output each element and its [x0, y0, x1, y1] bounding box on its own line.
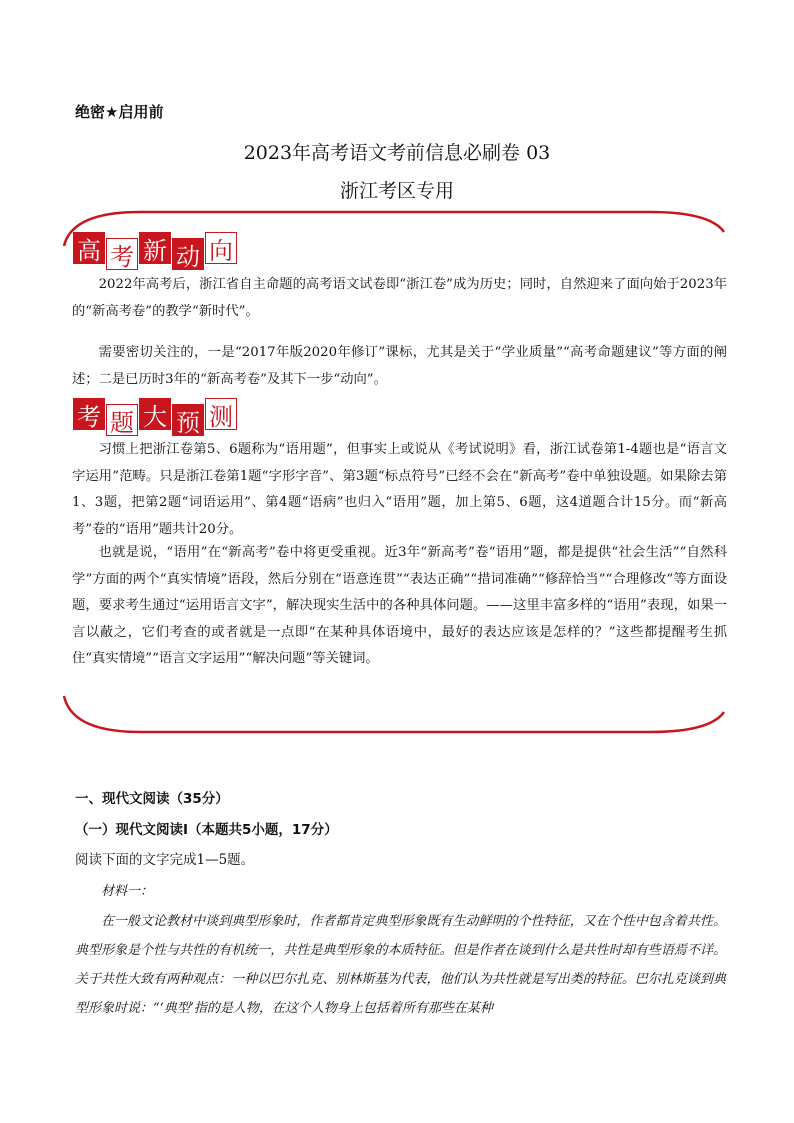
banner-char: 高 — [73, 232, 105, 264]
reading-instruction: 阅读下面的文字完成1—5题。 — [75, 852, 255, 868]
page-subtitle: 浙江考区专用 — [339, 180, 454, 202]
banner-char: 题 — [106, 404, 138, 436]
banner-char: 向 — [205, 232, 237, 264]
prediction-paragraph: 习惯上把浙江卷第5、6题称为“语用题”，但事实上或说从《考试说明》看，浙江试卷第1-4题也是“语言文字运用”范畴。只是浙江卷第1题“字形字音”、第3题“标点符号”已经不会在“新高考”卷中单独设题。如果除去第1、3题，把第2题“词语运用”、第4题“语病”也归入“语用”题，加上第5、6题，这4道题合计15分。而“新高考”卷的“语用”题共计20分。 — [72, 442, 727, 537]
prediction-paragraph: 也就是说，“语用”在“新高考”卷中将更受重视。近3年“新高考”卷“语用”题，都是提供“社会生活”“自然科学”方面的两个“真实情境”语段，然后分别在“语意连贯”“表达正确”“措词准确”“修辞恰当”“合理修改”等方面设题，要求考生通过“运用语言文字”，解决现实生活中的各种具体问题。——这里丰富多样的“语用”表现，如果一言以蔽之，它们考查的或者就是一点即“在某种具体语境中，最好的表达应该是怎样的？”这些都提醒考生抓住“真实情境”“语言文字运用”“解决问题”等关键词。 — [72, 545, 727, 666]
banner-kaoti-dayuce — [73, 398, 237, 437]
section-heading: 一、现代文阅读（35分） — [75, 791, 229, 807]
intro-paragraph: 需要密切关注的，一是“2017年版2020年修订”课标，尤其是关于“学业质量”“高考命题建议”等方面的阐述；二是已历时3年的“新高考卷”及其下一步“动向”。 — [72, 345, 727, 387]
subsection-heading: （一）现代文阅读Ⅰ（本题共5小题，17分） — [75, 822, 338, 838]
banner-gaokao-xindongxiang — [73, 232, 237, 271]
confidential-label: 绝密★启用前 — [75, 103, 164, 121]
intro-paragraph: 2022年高考后，浙江省自主命题的高考语文试卷即“浙江卷”成为历史；同时，自然迎来了面向始于2023年的“新高考卷”的教学“新时代”。 — [72, 277, 727, 319]
page-title: 2023年高考语文考前信息必刷卷 03 — [243, 142, 551, 164]
material-label: 材料一： — [101, 884, 154, 899]
banner-char: 大 — [139, 398, 171, 430]
banner-char: 新 — [139, 232, 171, 264]
material-text: 在一般文论教材中谈到典型形象时，作者都肯定典型形象既有生动鲜明的个性特征，又在个性中包含着共性。典型形象是个性与共性的有机统一，共性是典型形象的本质特征。但是作者在谈到什么是共性时却有些语焉不详。关于共性大致有两种观点：一种以巴尔扎克、别林斯基为代表，他们认为共性就是写出类的特征。巴尔扎克谈到典型形象时说：“‘典型’指的是人物，在这个人物身上包括着所有那些在某种 — [75, 914, 726, 1016]
banner-char: 测 — [205, 398, 237, 430]
banner-char: 考 — [106, 238, 138, 270]
banner-char: 预 — [172, 404, 204, 436]
banner-char: 动 — [172, 238, 204, 270]
banner-char: 考 — [73, 398, 105, 430]
